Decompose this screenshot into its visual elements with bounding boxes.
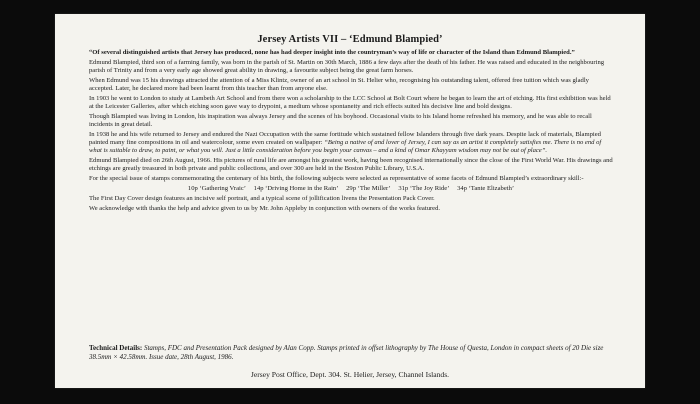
stamp-item: 29p ‘The Miller’ [346, 185, 391, 193]
envelope [55, 14, 645, 388]
intro-quote: “Of several distinguished artists that Jersey has produced, none has had deeper insight into the countryman’s way of life or character of the Island than Edmund Blampied.” [89, 49, 575, 56]
paragraph-fdc: The First Day Cover design features an incisive self portrait, and a typical scene of jollification livens the Presentation Pack Cover. [89, 195, 435, 202]
page-title: Jersey Artists VII – ‘Edmund Blampied’ [257, 34, 443, 45]
technical-label: Technical Details: [89, 344, 143, 352]
technical-text: Stamps, FDC and Presentation Pack designed by Alan Copp. Stamps printed in offset lithography by The House of Questa, London in compact sheets of 20 Die size 38.5mm × 42.58mm. Issue date, 28th August, 1986. [89, 344, 604, 361]
paragraph-acknowledgement: We acknowledge with thanks the help and advice given to us by Mr. John Appleby in conjunction with owners of the works featured. [89, 205, 441, 213]
paragraph-london: In 1903 he went to London to study at Lambeth Art School and from there won a scholarship to the LCC School at Bolt Court where he began to learn the art of etching. His first exhibition was held at the Leicester Galleries, after which etching soon gave way to drypoint, a medium whose spontaneity and rich effects suited his decisive line and bold designs. [89, 95, 611, 110]
occupation-text: In 1938 he and his wife returned to Jersey and endured the Nazi Occupation with the same fortitude which sustained fellow Islanders through five dark years. Despite lack of materials, Blampied painted many fine compositions in oil and watercolour, some even created on wallpaper: [89, 131, 601, 146]
occupation-quote: “Being a native of and lover of Jersey, I can say as an artist it completely satisfies me. There is no end of what is suitable to draw, to paint, or what you will. Just a little consideration before you begin your canvas – and a kind of Omar Khayyam wisdom may not be out of place”. [89, 139, 602, 154]
paragraph-school: When Edmund was 15 his drawings attracted the attention of a Miss Klintz, owner of an art school in St. Helier who, recognising his outstanding talent, offered free tuition which was gladly accepted. Later, he declared more had been learnt from this teacher than from anyone else. [89, 77, 589, 92]
body-text [89, 49, 613, 216]
paragraph-stamps-intro: For the special issue of stamps commemorating the centenary of his birth, the following subjects were selected as representative of some facets of Edmund Blampied’s extraordinary skill:- [89, 175, 584, 182]
stamp-list [89, 185, 613, 193]
post-office-address: Jersey Post Office, Dept. 304. St. Helier, Jersey, Channel Islands. [250, 370, 450, 379]
technical-details [89, 344, 604, 362]
paragraph-death: Edmund Blampied died on 26th August, 1966. His pictures of rural life are amongst his greatest work, having been recognised internationally since the close of the First World War. His drawings and etchings are greatly treasured in both private and public collections, and over 300 are held in the Boston Public Library, U.S.A. [89, 157, 613, 172]
stamp-item: 14p ‘Driving Home in the Rain’ [253, 185, 339, 193]
stamp-item: 10p ‘Gathering Vraic’ [187, 185, 246, 193]
paragraph-birth: Edmund Blampied, third son of a farming family, was born in the parish of St. Martin on 30th March, 1886 a few days after the death of his father. He was raised and educated in the neighbouring parish of Trinity and from a very early age showed great ability in drawing, a favourite subject being the great farm horses. [89, 59, 605, 74]
paragraph-occupation [89, 131, 613, 154]
stamp-item: 31p ‘The Joy Ride’ [398, 185, 450, 193]
stamp-item: 34p ‘Tante Elizabeth’ [457, 185, 515, 193]
paragraph-inspiration: Though Blampied was living in London, his inspiration was always Jersey and the scenes of his boyhood. Occasional visits to his Island home refreshed his memory, and he was able to recall incidents in great detail. [89, 113, 592, 128]
